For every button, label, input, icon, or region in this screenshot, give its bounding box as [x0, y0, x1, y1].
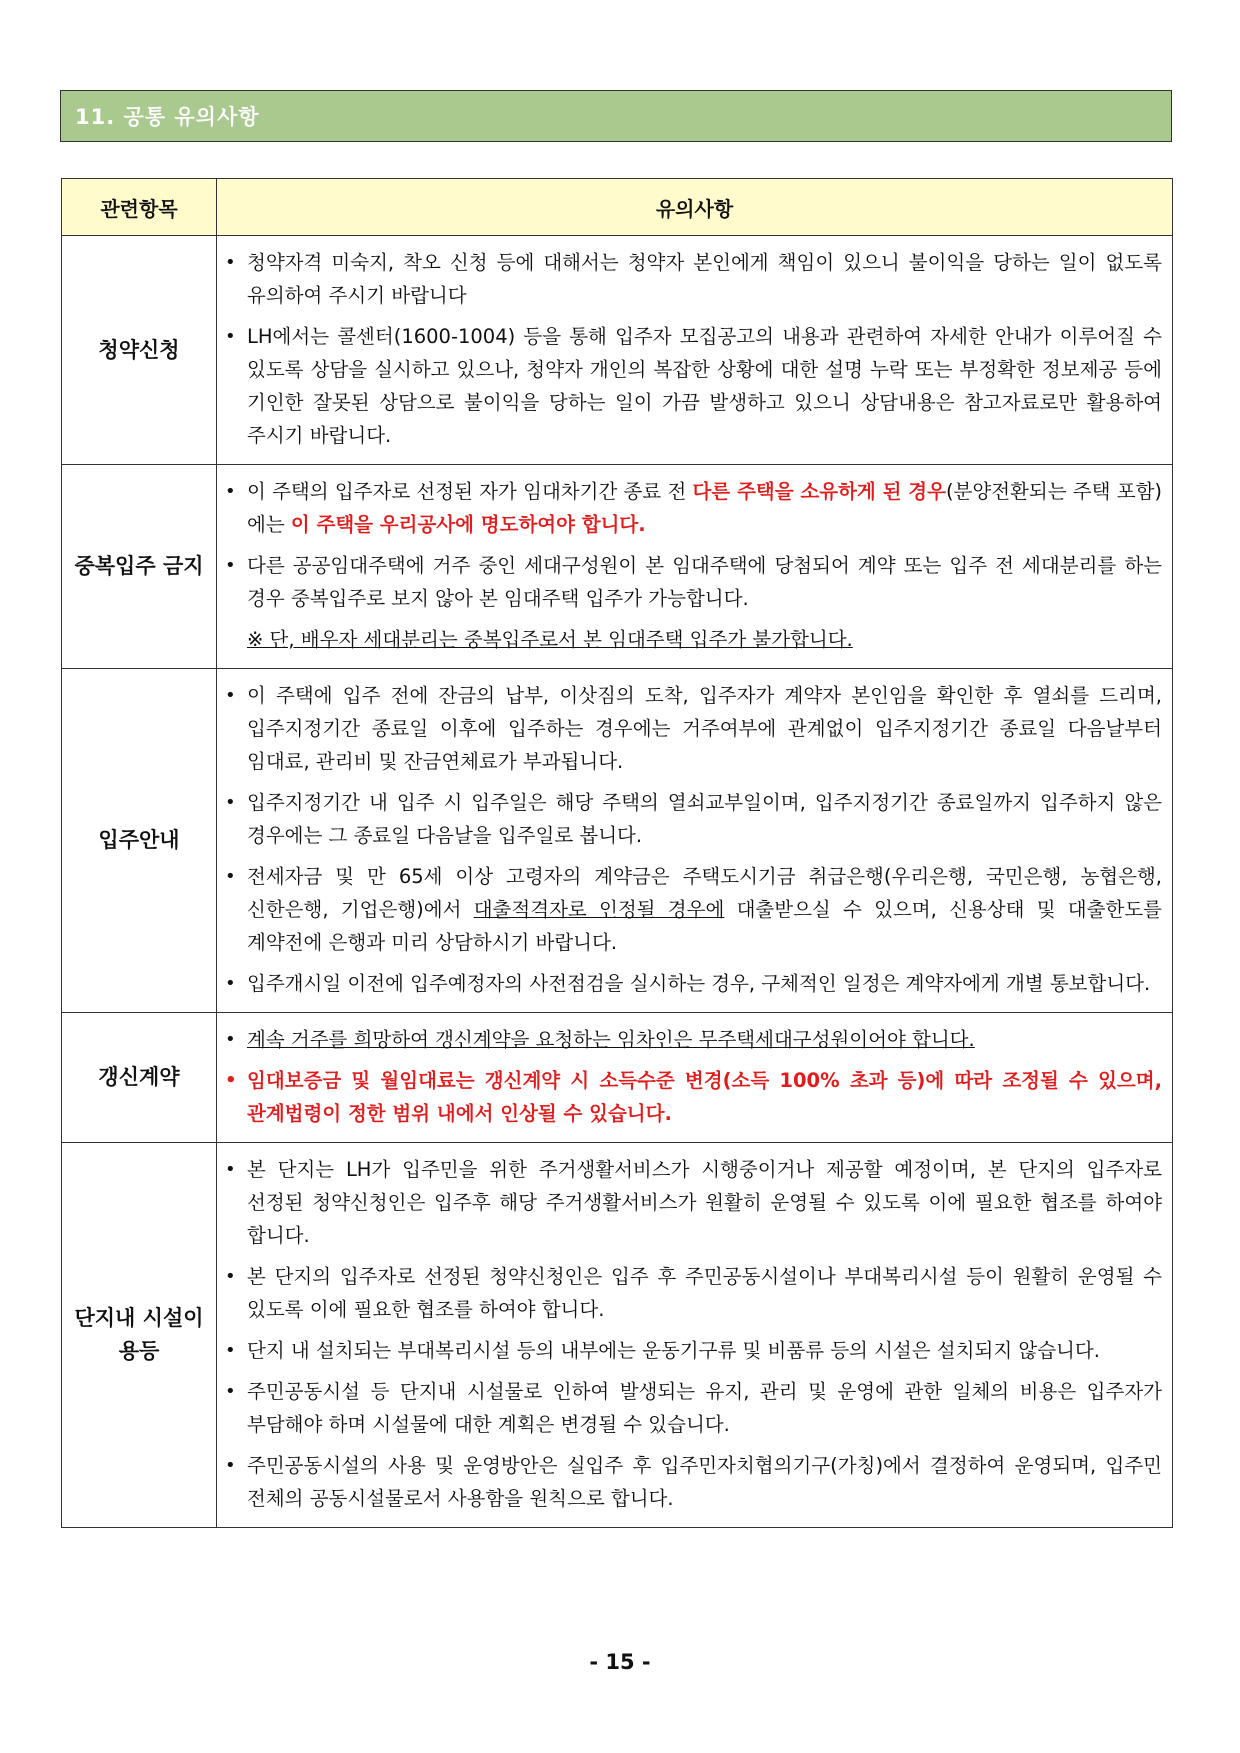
list-item — [223, 246, 1162, 312]
category-cell: 단지내 시설이용등 — [62, 1143, 217, 1528]
note-text: 주민공동시설 등 단지내 시설물로 인하여 발생되는 유지, 관리 및 운영에 관한 일체의 비용은 입주자가 부담해야 하며 시설물에 대한 계획은 변경될 수 있습니다. — [247, 1380, 1162, 1436]
list-item — [223, 860, 1162, 959]
notes-cell — [217, 669, 1173, 1013]
note-text: 이 주택을 우리공사에 명도하여야 합니다. — [290, 513, 646, 536]
list-item — [223, 1064, 1162, 1130]
note-text: 이 주택의 입주자로 선정된 자가 임대차기간 종료 전 — [247, 480, 693, 503]
note-text: 다른 주택을 소유하게 된 경우 — [692, 480, 946, 503]
list-item — [223, 623, 1162, 656]
table-row — [62, 465, 1173, 669]
note-text: 이 주택에 입주 전에 잔금의 납부, 이삿짐의 도착, 입주자가 계약자 본인임을 확인한 후 열쇠를 드리며, 입주지정기간 종료일 이후에 입주하는 경우에는 거주여부에 관계없이 입주지정기간 종료일 다음날부터 임대료, 관리비 및 잔금연체료가 부과됩니다. — [247, 684, 1162, 773]
category-cell: 중복입주 금지 — [62, 465, 217, 669]
list-item — [223, 1375, 1162, 1441]
table-header-row — [62, 179, 1173, 236]
note-text: (분양전환되는 주택 포함)에는 — [247, 480, 1163, 536]
note-text: 다른 공공임대주택에 거주 중인 세대구성원이 본 임대주택에 당첨되어 계약 또는 입주 전 세대분리를 하는 경우 중복입주로 보지 않아 본 임대주택 입주가 가능합니다. — [247, 554, 1162, 610]
note-text: 입주개시일 이전에 입주예정자의 사전점검을 실시하는 경우, 구체적인 일정은 계약자에게 개별 통보합니다. — [247, 972, 1151, 995]
notes-list — [223, 475, 1162, 656]
notes-cell — [217, 1013, 1173, 1143]
header-category: 관련항목 — [62, 179, 217, 236]
notes-cell — [217, 465, 1173, 669]
table-row — [62, 1143, 1173, 1528]
note-text: 본 단지는 LH가 입주민을 위한 주거생활서비스가 시행중이거나 제공할 예정이며, 본 단지의 입주자로 선정된 청약신청인은 입주후 해당 주거생활서비스가 원활히 운영될 수 있도록 이에 필요한 협조를 하여야 합니다. — [247, 1158, 1162, 1247]
list-item — [223, 549, 1162, 615]
list-item — [223, 786, 1162, 852]
list-item — [223, 320, 1162, 452]
list-item — [223, 679, 1162, 778]
list-item — [223, 967, 1162, 1000]
note-text: 청약자격 미숙지, 착오 신청 등에 대해서는 청약자 본인에게 책임이 있으니 불이익을 당하는 일이 없도록 유의하여 주시기 바랍니다 — [247, 251, 1162, 307]
list-item — [223, 1334, 1162, 1367]
note-text: 주민공동시설의 사용 및 운영방안은 실입주 후 입주민자치협의기구(가칭)에서 결정하여 운영되며, 입주민 전체의 공동시설물로서 사용함을 원칙으로 합니다. — [247, 1454, 1162, 1510]
note-text: ※ 단, 배우자 세대분리는 중복입주로서 본 임대주택 입주가 불가합니다. — [247, 628, 853, 651]
table-row — [62, 669, 1173, 1013]
note-text: 대출받으실 수 있으며, 신용상태 및 대출한도를 계약전에 은행과 미리 상담하시기 바랍니다. — [247, 898, 1162, 954]
category-cell: 갱신계약 — [62, 1013, 217, 1143]
notes-table — [61, 178, 1173, 1528]
note-text: 대출적격자로 인정될 경우에 — [473, 898, 725, 921]
note-text: 임대보증금 및 월임대료는 갱신계약 시 소득수준 변경(소득 100% 초과 등)에 따라 조정될 수 있으며, 관계법령이 정한 범위 내에서 인상될 수 있습니다. — [247, 1069, 1162, 1125]
notes-cell — [217, 236, 1173, 465]
table-body — [62, 236, 1173, 1528]
note-text: 계속 거주를 희망하여 갱신계약을 요청하는 임차인은 무주택세대구성원이어야 합니다. — [247, 1028, 975, 1051]
category-cell: 청약신청 — [62, 236, 217, 465]
list-item — [223, 475, 1162, 541]
note-text: 전세자금 및 만 65세 이상 고령자의 계약금은 주택도시기금 취급은행(우리은행, 국민은행, 농협은행, 신한은행, 기업은행)에서 — [247, 865, 1162, 921]
header-notes: 유의사항 — [217, 179, 1173, 236]
list-item — [223, 1449, 1162, 1515]
note-text: 단지 내 설치되는 부대복리시설 등의 내부에는 운동기구류 및 비품류 등의 시설은 설치되지 않습니다. — [247, 1339, 1100, 1362]
table-row — [62, 1013, 1173, 1143]
notes-list — [223, 1023, 1162, 1130]
section-title: 11. 공통 유의사항 — [60, 90, 1172, 142]
list-item — [223, 1023, 1162, 1056]
notes-list — [223, 679, 1162, 1000]
notes-list — [223, 246, 1162, 452]
note-text: 입주지정기간 내 입주 시 입주일은 해당 주택의 열쇠교부일이며, 입주지정기간 종료일까지 입주하지 않은 경우에는 그 종료일 다음날을 입주일로 봅니다. — [247, 791, 1162, 847]
notes-cell — [217, 1143, 1173, 1528]
note-text: 본 단지의 입주자로 선정된 청약신청인은 입주 후 주민공동시설이나 부대복리시설 등이 원활히 운영될 수 있도록 이에 필요한 협조를 하여야 합니다. — [247, 1265, 1162, 1321]
page-number: - 15 - — [589, 1650, 651, 1674]
list-item — [223, 1260, 1162, 1326]
table-row — [62, 236, 1173, 465]
notes-list — [223, 1153, 1162, 1515]
category-cell: 입주안내 — [62, 669, 217, 1013]
note-text: LH에서는 콜센터(1600-1004) 등을 통해 입주자 모집공고의 내용과 관련하여 자세한 안내가 이루어질 수 있도록 상담을 실시하고 있으나, 청약자 개인의 복잡한 상황에 대한 설명 누락 또는 부정확한 정보제공 등에 기인한 잘못된 상담으로 불이익을 당하는 일이 가끔 발생하고 있으니 상담내용은 참고자료로만 활용하여 주시기 바랍니다. — [247, 325, 1162, 447]
list-item — [223, 1153, 1162, 1252]
